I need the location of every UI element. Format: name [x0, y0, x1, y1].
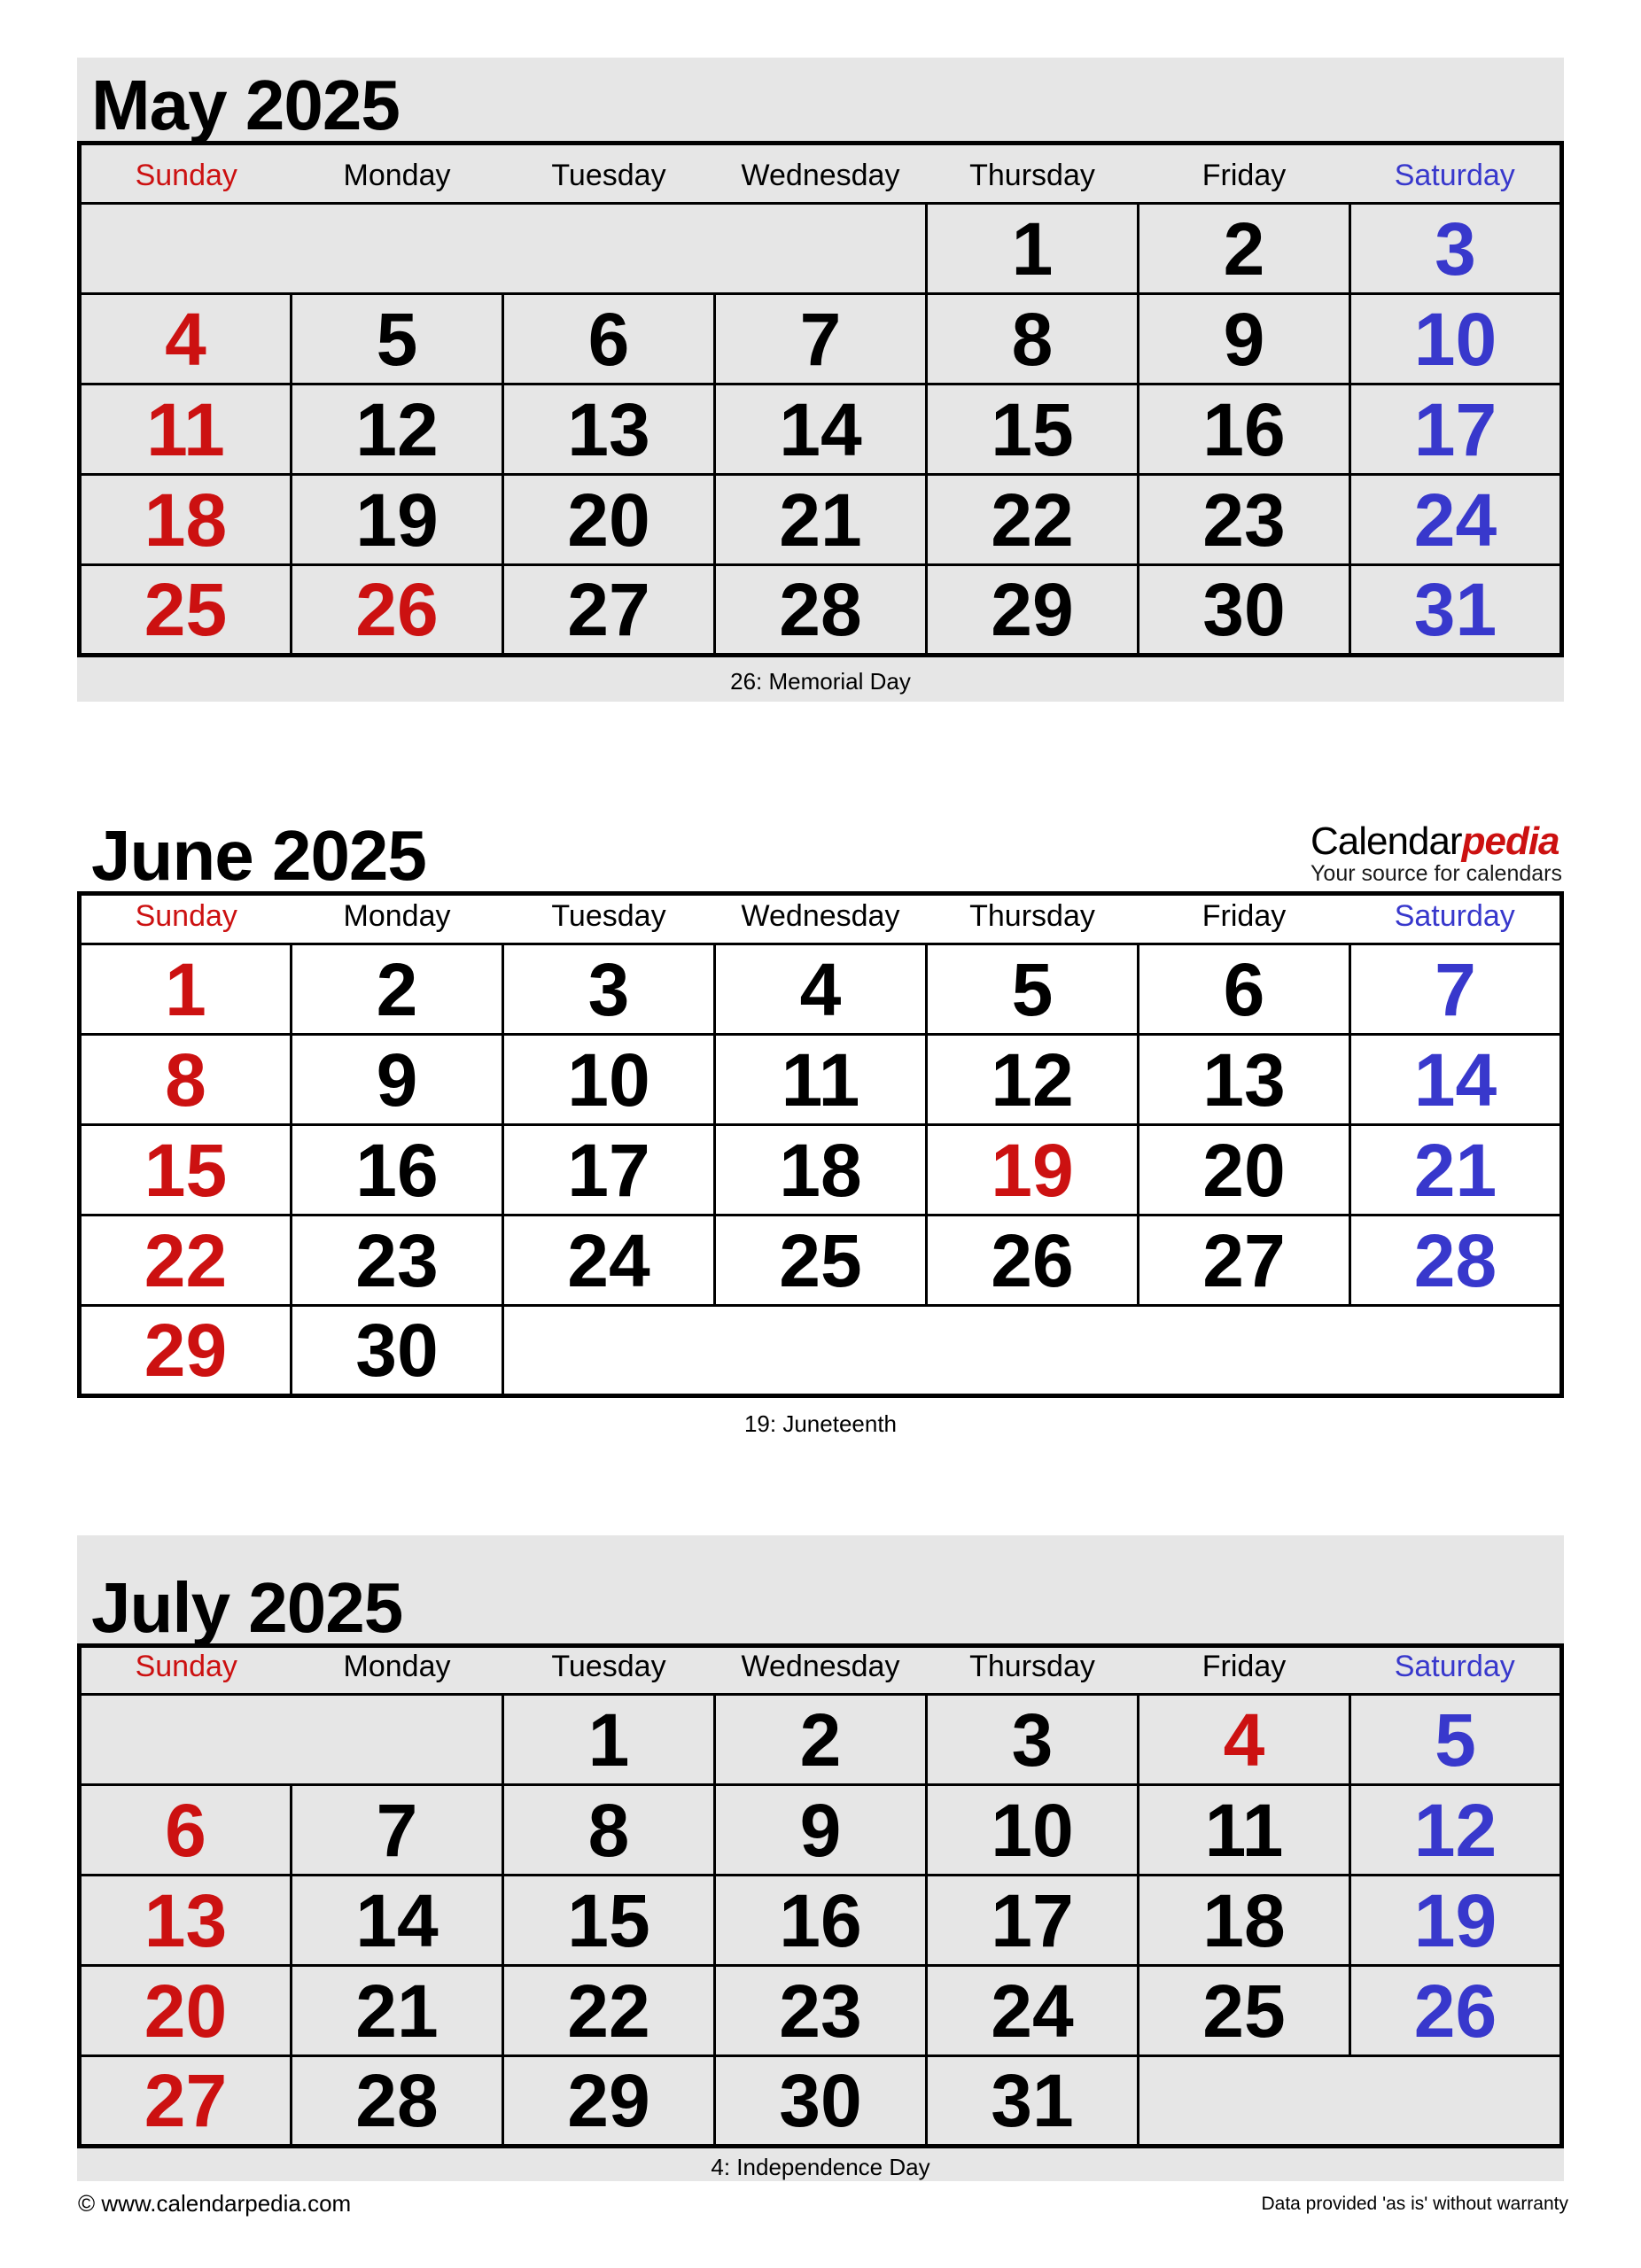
weekday-header: Wednesday [741, 1650, 900, 1683]
day-cell: 28 [715, 565, 927, 656]
week-row [80, 1306, 1562, 1396]
day-cell: 23 [715, 1966, 927, 2056]
day-cell: 5 [927, 944, 1139, 1035]
week-row [80, 1695, 1562, 1785]
day-cell: 17 [503, 1125, 715, 1216]
day-cell: 27 [1139, 1216, 1350, 1306]
day-cell: 13 [503, 384, 715, 475]
day-cell: 7 [715, 294, 927, 384]
day-cell: 21 [715, 475, 927, 565]
weekday-header: Friday [1202, 1650, 1287, 1683]
day-cell: 29 [80, 1306, 292, 1396]
day-cell: 18 [80, 475, 292, 565]
logo-tagline: Your source for calendars [1310, 861, 1562, 886]
week-row [80, 204, 1562, 294]
day-cell: 19 [1350, 1876, 1562, 1966]
day-cell: 27 [503, 565, 715, 656]
day-cell: 18 [1139, 1876, 1350, 1966]
month-section-june [77, 815, 1564, 1438]
day-cell: 28 [292, 2056, 503, 2147]
day-cell: 29 [503, 2056, 715, 2147]
day-cell: 11 [80, 384, 292, 475]
day-cell: 16 [1139, 384, 1350, 475]
weekday-header: Tuesday [551, 1650, 666, 1683]
logo-part-calendar: Calendar [1310, 819, 1462, 863]
day-cell: 31 [1350, 565, 1562, 656]
day-cell: 23 [1139, 475, 1350, 565]
logo-part-pedia: pedia [1461, 819, 1559, 863]
day-cell: 20 [503, 475, 715, 565]
holiday-footnote: 4: Independence Day [711, 2153, 930, 2180]
day-cell: 7 [1350, 944, 1562, 1035]
day-cell: 26 [292, 565, 503, 656]
day-cell: 26 [927, 1216, 1139, 1306]
empty-day-cell [80, 1695, 503, 1785]
month-title: July 2025 [91, 1568, 403, 1647]
day-cell: 3 [1350, 204, 1562, 294]
week-row [80, 294, 1562, 384]
day-cell: 2 [715, 1695, 927, 1785]
month-title: May 2025 [91, 66, 400, 144]
month-section-may [77, 58, 1564, 702]
day-cell: 13 [1139, 1035, 1350, 1125]
weekday-header-row [80, 1646, 1562, 1695]
day-cell: 20 [1139, 1125, 1350, 1216]
day-cell: 20 [80, 1966, 292, 2056]
day-cell: 9 [292, 1035, 503, 1125]
weekday-header: Saturday [1394, 159, 1515, 192]
day-cell: 14 [1350, 1035, 1562, 1125]
calendarpedia-logo [1310, 819, 1562, 886]
empty-day-cell [503, 1306, 1562, 1396]
footer-copyright: © www.calendarpedia.com [78, 2190, 352, 2217]
day-cell: 26 [1350, 1966, 1562, 2056]
day-cell: 3 [927, 1695, 1139, 1785]
day-cell: 8 [80, 1035, 292, 1125]
week-row [80, 2056, 1562, 2147]
day-cell: 17 [927, 1876, 1139, 1966]
week-row [80, 1966, 1562, 2056]
week-row [80, 1035, 1562, 1125]
day-cell: 21 [292, 1966, 503, 2056]
weekday-header: Sunday [135, 1650, 237, 1683]
day-cell: 10 [1350, 294, 1562, 384]
day-cell: 31 [927, 2056, 1139, 2147]
day-cell: 4 [1139, 1695, 1350, 1785]
day-cell: 12 [1350, 1785, 1562, 1876]
weekday-header: Friday [1202, 159, 1287, 192]
day-cell: 16 [292, 1125, 503, 1216]
day-cell: 27 [80, 2056, 292, 2147]
day-cell: 21 [1350, 1125, 1562, 1216]
day-cell: 15 [80, 1125, 292, 1216]
day-cell: 15 [503, 1876, 715, 1966]
day-cell: 2 [292, 944, 503, 1035]
day-cell: 25 [1139, 1966, 1350, 2056]
weekday-header: Wednesday [741, 159, 900, 192]
day-cell: 5 [1350, 1695, 1562, 1785]
day-cell: 30 [1139, 565, 1350, 656]
weekday-header-row [80, 894, 1562, 944]
day-cell: 1 [503, 1695, 715, 1785]
day-cell: 2 [1139, 204, 1350, 294]
holiday-footnote: 26: Memorial Day [730, 668, 911, 695]
day-cell: 23 [292, 1216, 503, 1306]
day-cell: 4 [80, 294, 292, 384]
weekday-header: Tuesday [551, 899, 666, 933]
weekday-header: Monday [343, 1650, 451, 1683]
empty-day-cell [80, 204, 927, 294]
day-cell: 6 [503, 294, 715, 384]
day-cell: 4 [715, 944, 927, 1035]
week-row [80, 1216, 1562, 1306]
week-row [80, 1125, 1562, 1216]
day-cell: 22 [503, 1966, 715, 2056]
day-cell: 18 [715, 1125, 927, 1216]
day-cell: 6 [80, 1785, 292, 1876]
week-row [80, 1785, 1562, 1876]
day-cell: 16 [715, 1876, 927, 1966]
day-cell: 1 [927, 204, 1139, 294]
day-cell: 6 [1139, 944, 1350, 1035]
day-cell: 1 [80, 944, 292, 1035]
day-cell: 7 [292, 1785, 503, 1876]
day-cell: 12 [292, 384, 503, 475]
footer-disclaimer: Data provided 'as is' without warranty [1261, 2194, 1568, 2214]
day-cell: 8 [927, 294, 1139, 384]
day-cell: 28 [1350, 1216, 1562, 1306]
day-cell: 9 [1139, 294, 1350, 384]
day-cell: 25 [80, 565, 292, 656]
logo-wordmark [1310, 819, 1562, 863]
day-cell: 11 [1139, 1785, 1350, 1876]
day-cell: 22 [927, 475, 1139, 565]
day-cell: 24 [503, 1216, 715, 1306]
month-section-july [77, 1535, 1564, 2181]
day-cell: 11 [715, 1035, 927, 1125]
day-cell: 5 [292, 294, 503, 384]
weekday-header: Tuesday [551, 159, 666, 192]
weekday-header: Thursday [969, 899, 1095, 933]
week-row [80, 944, 1562, 1035]
day-cell: 3 [503, 944, 715, 1035]
weekday-header: Sunday [135, 899, 237, 933]
week-row [80, 475, 1562, 565]
week-row [80, 1876, 1562, 1966]
page-footer [78, 2190, 1568, 2218]
day-cell: 17 [1350, 384, 1562, 475]
day-cell: 9 [715, 1785, 927, 1876]
weekday-header: Monday [343, 899, 451, 933]
weekday-header: Wednesday [741, 899, 900, 933]
day-cell: 15 [927, 384, 1139, 475]
day-cell: 8 [503, 1785, 715, 1876]
day-cell: 14 [292, 1876, 503, 1966]
day-cell: 24 [927, 1966, 1139, 2056]
day-cell: 25 [715, 1216, 927, 1306]
month-title: June 2025 [91, 816, 426, 895]
weekday-header-row [80, 144, 1562, 204]
calendar-table [77, 891, 1564, 1398]
week-row [80, 384, 1562, 475]
weekday-header: Saturday [1394, 899, 1515, 933]
calendar-table [77, 1643, 1564, 2148]
empty-day-cell [1139, 2056, 1562, 2147]
day-cell: 13 [80, 1876, 292, 1966]
day-cell: 29 [927, 565, 1139, 656]
day-cell: 19 [927, 1125, 1139, 1216]
weekday-header: Thursday [969, 159, 1095, 192]
week-row [80, 565, 1562, 656]
weekday-header: Monday [343, 159, 451, 192]
calendar-table [77, 141, 1564, 657]
day-cell: 19 [292, 475, 503, 565]
day-cell: 30 [292, 1306, 503, 1396]
weekday-header: Saturday [1394, 1650, 1515, 1683]
weekday-header: Thursday [969, 1650, 1095, 1683]
day-cell: 24 [1350, 475, 1562, 565]
day-cell: 14 [715, 384, 927, 475]
day-cell: 22 [80, 1216, 292, 1306]
day-cell: 12 [927, 1035, 1139, 1125]
day-cell: 10 [503, 1035, 715, 1125]
day-cell: 10 [927, 1785, 1139, 1876]
weekday-header: Friday [1202, 899, 1287, 933]
day-cell: 30 [715, 2056, 927, 2147]
weekday-header: Sunday [135, 159, 237, 192]
holiday-footnote: 19: Juneteenth [743, 1410, 898, 1437]
